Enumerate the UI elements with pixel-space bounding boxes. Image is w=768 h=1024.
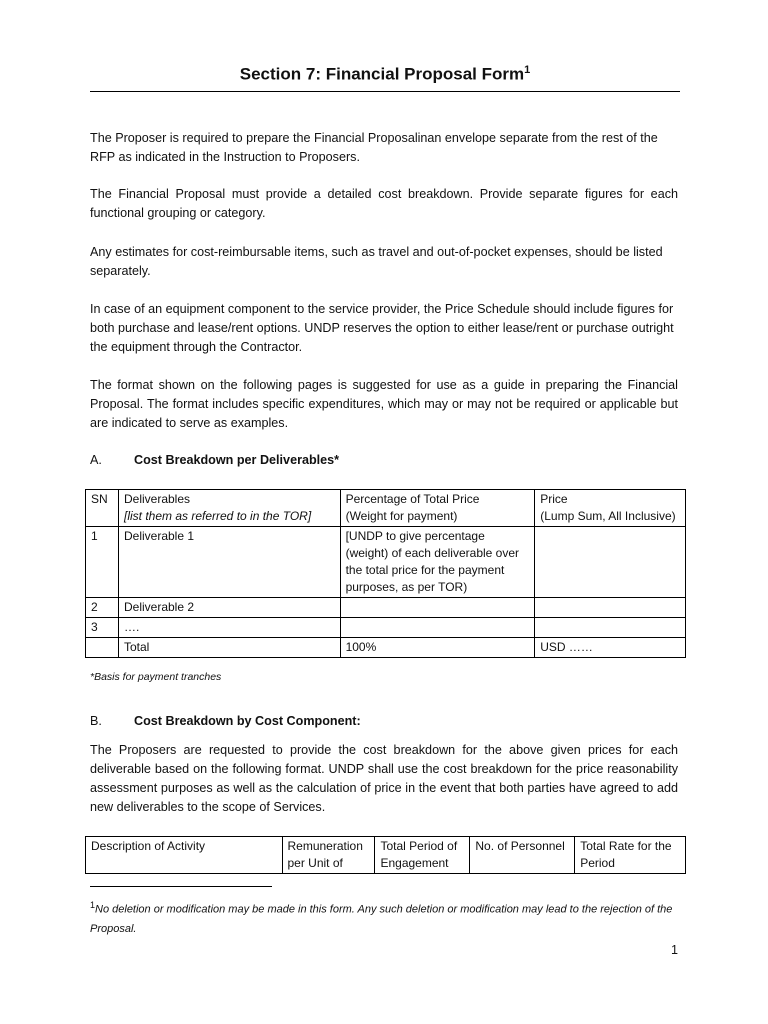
total-percentage: 100%: [340, 638, 535, 658]
deliverables-table: [85, 489, 686, 658]
title-footnote-mark: 1: [524, 64, 531, 76]
total-price: USD ……: [535, 638, 686, 658]
title-text: Section 7: Financial Proposal Form: [239, 64, 525, 84]
section-a-letter: A.: [90, 453, 102, 467]
header-percentage-label: Percentage of Total Price: [345, 492, 480, 506]
paragraph-3: Any estimates for cost-reimbursable items, such as travel and out-of-pocket expenses, should be listed separately.: [90, 245, 663, 278]
row-2-percentage: [340, 598, 535, 618]
section-b-title: Cost Breakdown by Cost Component:: [134, 714, 361, 728]
header-sn: SN: [86, 490, 119, 527]
row-1-sn: 1: [86, 527, 119, 598]
paragraph-4: In case of an equipment component to the service provider, the Price Schedule should include figures for both purchase and lease/rent options. UNDP reserves the option to either lease/rent or purchase outright the equipment through the Contractor.: [90, 302, 674, 354]
paragraph-5: The format shown on the following pages is suggested for use as a guide in preparing the Financial Proposal. The format includes specific expenditures, which may or may not be required or applicable but are indicated to serve as examples.: [90, 378, 678, 430]
header-percentage-note: (Weight for payment): [345, 509, 458, 523]
row-3-price: [535, 618, 686, 638]
table-row: [86, 598, 686, 618]
header-personnel: No. of Personnel: [470, 837, 575, 874]
paragraph-1: The Proposer is required to prepare the Financial Proposalinan envelope separate from the rest of the RFP as indicated in the Instruction to Proposers.: [90, 131, 658, 164]
page-title: [90, 64, 680, 85]
header-deliverables-note: [list them as referred to in the TOR]: [123, 509, 312, 523]
total-sn: [86, 638, 119, 658]
header-description: Description of Activity: [86, 837, 283, 874]
header-remuneration: Remuneration per Unit of: [282, 837, 375, 874]
paragraph-2: The Financial Proposal must provide a detailed cost breakdown. Provide separate figures for each functional grouping or category.: [90, 187, 678, 220]
footnote-text: No deletion or modification may be made in this form. Any such deletion or modification may lead to the rejection of the Proposal.: [90, 903, 673, 935]
header-price: [535, 490, 686, 527]
header-deliverables-label: Deliverables: [123, 492, 191, 506]
header-price-label: Price: [540, 492, 568, 506]
header-percentage: [340, 490, 535, 527]
table-note: *Basis for payment tranches: [90, 671, 222, 683]
section-b-heading: [90, 714, 361, 728]
table-row: [86, 527, 686, 598]
footnote: [90, 896, 680, 939]
table-header-row: [86, 837, 686, 874]
section-b-intro: The Proposers are requested to provide the cost breakdown for the above given prices for each deliverable based on the following format. UNDP shall use the cost breakdown for the price reasonability assessment purposes as well as the calculation of price in the event that both parties have agreed to add new deliverables to the scope of Services.: [90, 743, 678, 814]
section-a-heading: [90, 453, 339, 467]
footnote-separator: [90, 886, 272, 887]
row-3-percentage: [340, 618, 535, 638]
cost-component-table: [85, 836, 686, 874]
section-b-letter: B.: [90, 714, 102, 728]
row-3-sn: 3: [86, 618, 119, 638]
title-rule: [90, 91, 680, 92]
row-1-deliverable: Deliverable 1: [118, 527, 340, 598]
header-deliverables: [118, 490, 340, 527]
header-price-note: (Lump Sum, All Inclusive): [540, 509, 676, 523]
row-2-deliverable: Deliverable 2: [118, 598, 340, 618]
page-number: 1: [671, 943, 679, 957]
row-2-price: [535, 598, 686, 618]
row-1-price: [535, 527, 686, 598]
header-rate: Total Rate for the Period: [575, 837, 686, 874]
table-row: [86, 618, 686, 638]
table-total-row: [86, 638, 686, 658]
header-period: Total Period of Engagement: [375, 837, 470, 874]
section-a-title: Cost Breakdown per Deliverables*: [134, 453, 340, 467]
total-label: Total: [118, 638, 340, 658]
table-header-row: [86, 490, 686, 527]
row-3-deliverable: ….: [118, 618, 340, 638]
row-2-sn: 2: [86, 598, 119, 618]
row-1-percentage: [UNDP to give percentage (weight) of each deliverable over the total price for the payment purposes, as per TOR): [340, 527, 535, 598]
footnote-mark: 1: [90, 900, 96, 910]
